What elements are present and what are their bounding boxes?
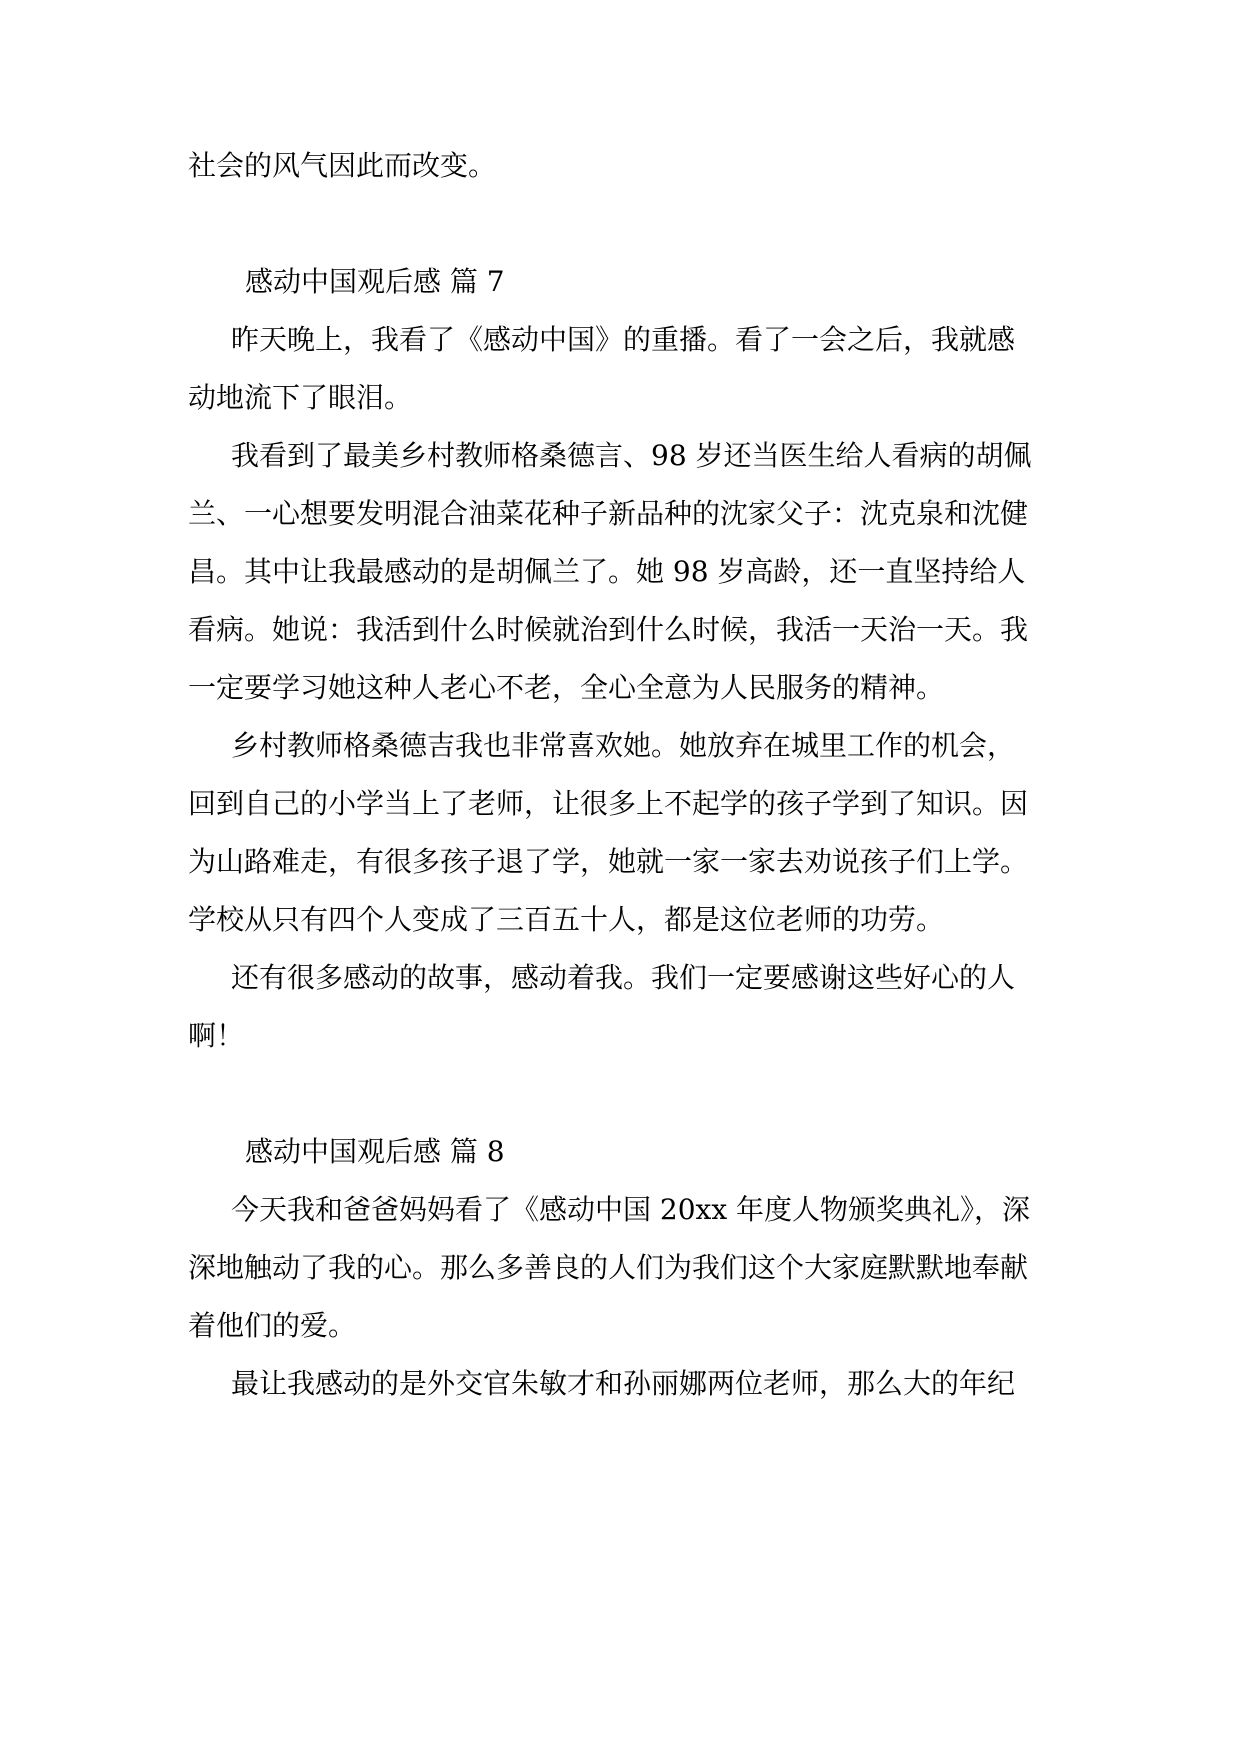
paragraph-line: 最让我感动的是外交官朱敏才和孙丽娜两位老师，那么大的年纪	[231, 1367, 1016, 1400]
paragraph-line: 啊！	[188, 1019, 245, 1052]
paragraph-line: 为山路难走，有很多孩子退了学，她就一家一家去劝说孩子们上学。	[188, 845, 1029, 878]
section-heading-8: 感动中国观后感 篇 8	[245, 1135, 505, 1168]
paragraph-line: 一定要学习她这种人老心不老，全心全意为人民服务的精神。	[188, 671, 945, 704]
paragraph-line: 我看到了最美乡村教师格桑德言、98 岁还当医生给人看病的胡佩	[231, 439, 1032, 472]
paragraph-line: 今天我和爸爸妈妈看了《感动中国 20xx 年度人物颁奖典礼》，深	[231, 1193, 1031, 1226]
paragraph-line: 乡村教师格桑德吉我也非常喜欢她。她放弃在城里工作的机会，	[231, 729, 1016, 762]
paragraph-line: 深地触动了我的心。那么多善良的人们为我们这个大家庭默默地奉献	[188, 1251, 1029, 1284]
paragraph-line: 着他们的爱。	[188, 1309, 357, 1342]
paragraph-line: 学校从只有四个人变成了三百五十人，都是这位老师的功劳。	[188, 903, 945, 936]
section-heading-7: 感动中国观后感 篇 7	[245, 265, 505, 298]
paragraph-line: 社会的风气因此而改变。	[188, 149, 497, 182]
paragraph-line: 昌。其中让我最感动的是胡佩兰了。她 98 岁高龄，还一直坚持给人	[188, 555, 1026, 588]
paragraph-line: 还有很多感动的故事，感动着我。我们一定要感谢这些好心的人	[231, 961, 1016, 994]
paragraph-line: 回到自己的小学当上了老师，让很多上不起学的孩子学到了知识。因	[188, 787, 1029, 820]
paragraph-line: 动地流下了眼泪。	[188, 381, 413, 414]
paragraph-line: 昨天晚上，我看了《感动中国》的重播。看了一会之后，我就感	[231, 323, 1016, 356]
paragraph-line: 看病。她说：我活到什么时候就治到什么时候，我活一天治一天。我	[188, 613, 1029, 646]
paragraph-line: 兰、一心想要发明混合油菜花种子新品种的沈家父子：沈克泉和沈健	[188, 497, 1029, 530]
